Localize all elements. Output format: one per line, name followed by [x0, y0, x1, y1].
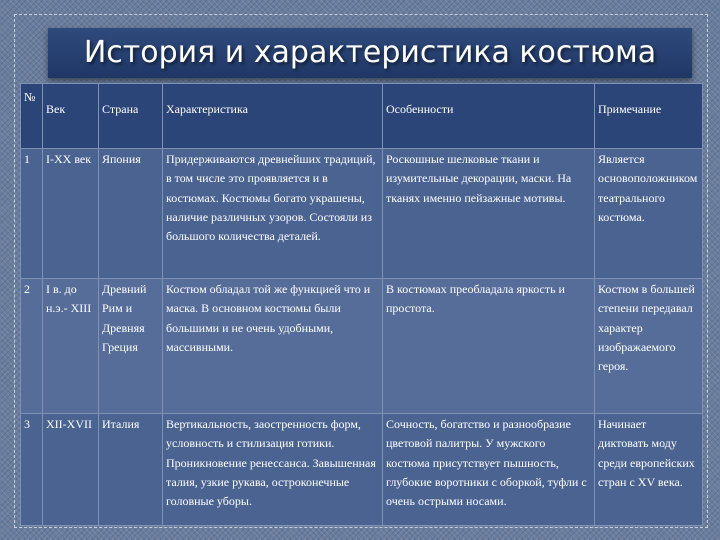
cell-num: 1: [21, 149, 43, 279]
cell-note: Начинает диктовать моду среди европейских стран с XV века.: [595, 414, 703, 526]
header-features: Особенности: [383, 84, 595, 149]
cell-century: I в. до н.э.- XIII: [43, 279, 99, 414]
cell-country: Италия: [99, 414, 163, 526]
cell-note: Является основоположником театрального костюма.: [595, 149, 703, 279]
cell-num: 2: [21, 279, 43, 414]
cell-country: Япония: [99, 149, 163, 279]
table-row: [21, 149, 703, 279]
cell-note: Костюм в большей степени передавал характер изображаемого героя.: [595, 279, 703, 414]
cell-century: I-XX век: [43, 149, 99, 279]
header-country: Страна: [99, 84, 163, 149]
header-note: Примечание: [595, 84, 703, 149]
cell-characteristic: Вертикальность, заостренность форм, условность и стилизация готики. Проникновение ренессанса. Завышенная талия, узкие рукава, остроконечные головные уборы.: [163, 414, 383, 526]
table-row: [21, 279, 703, 414]
slide-title: История и характеристика костюма: [83, 35, 657, 70]
cell-features: Роскошные шелковые ткани и изумительные декорации, маски. На тканях именно пейзажные мотивы.: [383, 149, 595, 279]
header-century: Век: [43, 84, 99, 149]
cell-features: Сочность, богатство и разнообразие цветовой палитры. У мужского костюма присутствует пышность, глубокие воротники с оборкой, туфли с очень острыми носами.: [383, 414, 595, 526]
costume-history-table: [20, 83, 703, 526]
cell-country: Древний Рим и Древняя Греция: [99, 279, 163, 414]
header-num: №: [21, 84, 43, 149]
cell-characteristic: Придерживаются древнейших традиций, в том числе это проявляется и в костюмах. Костюмы богато украшены, наличие различных узоров. Состояли из большого количества деталей.: [163, 149, 383, 279]
header-characteristic: Характеристика: [163, 84, 383, 149]
table-header-row: [21, 84, 703, 149]
cell-century: XII-XVII: [43, 414, 99, 526]
cell-characteristic: Костюм обладал той же функцией что и маска. В основном костюмы были большими и не очень удобными, массивными.: [163, 279, 383, 414]
cell-num: 3: [21, 414, 43, 526]
cell-features: В костюмах преобладала яркость и простота.: [383, 279, 595, 414]
table-row: [21, 414, 703, 526]
